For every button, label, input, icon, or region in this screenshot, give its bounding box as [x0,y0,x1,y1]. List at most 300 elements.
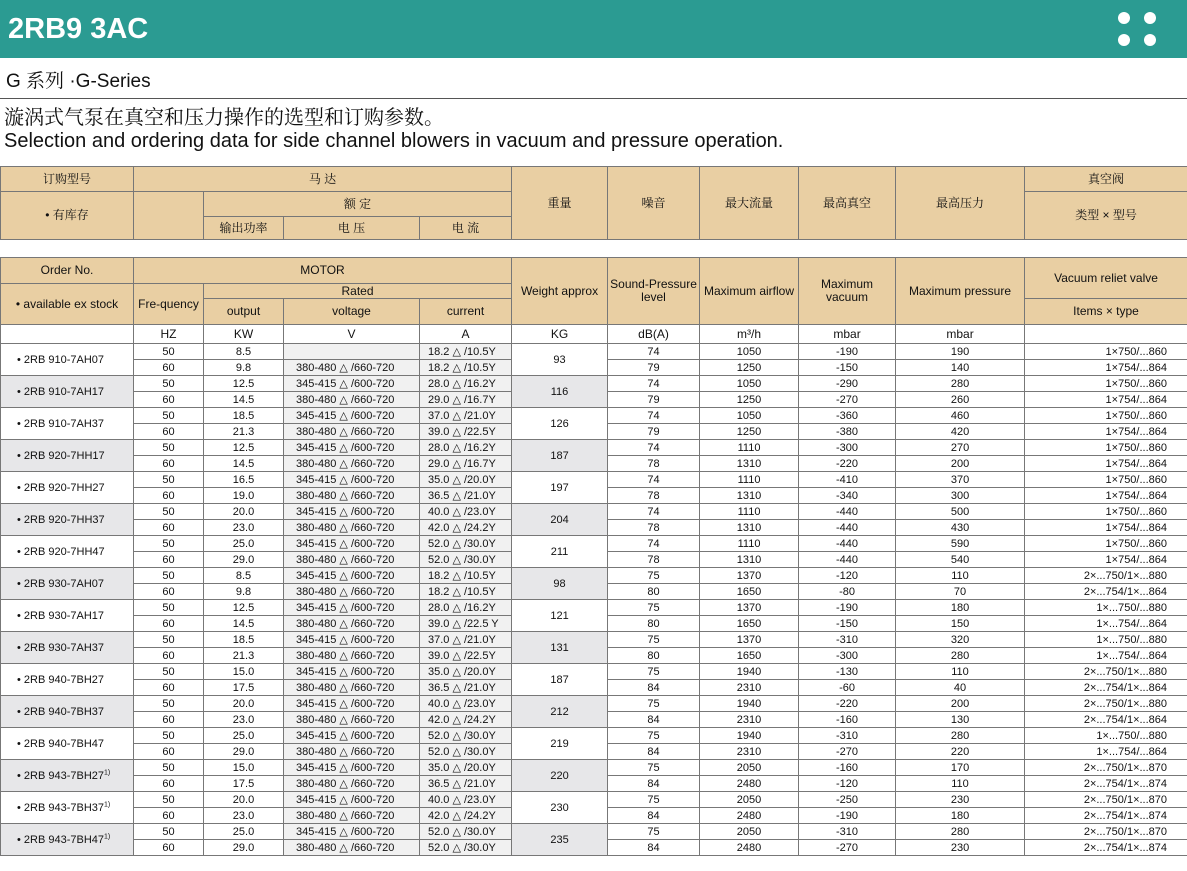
weight-cell: 187 [512,440,608,472]
output-cell: 29.0 [204,840,284,856]
valve-cell: 2×...754/1×...864 [1025,712,1187,728]
pressure-cell: 220 [896,744,1025,760]
vacuum-cell: -220 [799,456,896,472]
frequency-cell: 50 [134,600,204,616]
sound-cell: 84 [608,808,700,824]
valve-cell: 1×754/...864 [1025,552,1187,568]
table-row [1,504,1187,520]
model-name [1,696,134,728]
voltage-cell: 345-415 △ /600-720 [284,408,420,424]
en-max-vacuum: Maximum vacuum [799,258,896,325]
model-name-text: • 2RB 920-7HH17 [17,449,105,462]
valve-cell: 2×...750/1×...870 [1025,760,1187,776]
sound-cell: 84 [608,840,700,856]
output-cell: 12.5 [204,440,284,456]
model-name [1,600,134,632]
model-name [1,440,134,472]
voltage-cell: 345-415 △ /600-720 [284,440,420,456]
frequency-cell: 60 [134,520,204,536]
pressure-cell: 200 [896,456,1025,472]
model-name [1,632,134,664]
en-frequency: Fre-quency [134,284,204,325]
frequency-cell: 60 [134,488,204,504]
model-name [1,408,134,440]
vacuum-cell: -290 [799,376,896,392]
pressure-cell: 280 [896,376,1025,392]
airflow-cell: 1650 [700,584,799,600]
output-cell: 8.5 [204,344,284,360]
airflow-cell: 2310 [700,680,799,696]
vacuum-cell: -130 [799,664,896,680]
voltage-cell: 345-415 △ /600-720 [284,824,420,840]
sound-cell: 75 [608,696,700,712]
voltage-cell: 380-480 △ /660-720 [284,360,420,376]
frequency-cell: 50 [134,728,204,744]
voltage-cell: 380-480 △ /660-720 [284,552,420,568]
table-row [1,472,1187,488]
voltage-cell: 380-480 △ /660-720 [284,456,420,472]
footnote-marker: 1) [104,800,111,808]
en-valve-type: Items × type [1025,299,1187,325]
en-max-airflow: Maximum airflow [700,258,799,325]
en-motor: MOTOR [134,258,512,284]
current-cell: 35.0 △ /20.0Y [420,664,512,680]
output-cell: 20.0 [204,504,284,520]
vacuum-cell: -270 [799,392,896,408]
frequency-cell: 50 [134,472,204,488]
valve-cell: 2×...750/1×...880 [1025,696,1187,712]
table-row [1,600,1187,616]
table-row [1,408,1187,424]
model-name-text: • 2RB 930-7AH37 [17,641,105,654]
table-row [1,632,1187,648]
airflow-cell: 1370 [700,568,799,584]
pressure-cell: 130 [896,712,1025,728]
zh-order-no: 订购型号 [1,167,134,192]
sound-cell: 84 [608,776,700,792]
voltage-cell: 345-415 △ /600-720 [284,792,420,808]
model-name-text: • 2RB 943-7BH27 [17,769,105,782]
model-name-text: • 2RB 910-7AH37 [17,417,105,430]
output-cell: 19.0 [204,488,284,504]
sound-cell: 75 [608,664,700,680]
zh-max-pressure: 最高压力 [896,167,1025,240]
current-cell: 37.0 △ /21.0Y [420,408,512,424]
en-voltage: voltage [284,299,420,325]
frequency-cell: 60 [134,712,204,728]
voltage-cell: 345-415 △ /600-720 [284,760,420,776]
vacuum-cell: -440 [799,552,896,568]
airflow-cell: 1050 [700,376,799,392]
current-cell: 40.0 △ /23.0Y [420,792,512,808]
airflow-cell: 1940 [700,728,799,744]
zh-stock: • 有库存 [1,192,134,240]
unit-cell: KG [512,325,608,344]
voltage-cell: 380-480 △ /660-720 [284,776,420,792]
en-rated: Rated [204,284,512,299]
model-name-text: • 2RB 940-7BH27 [17,673,105,686]
vacuum-cell: -250 [799,792,896,808]
valve-cell: 1×750/...860 [1025,376,1187,392]
voltage-cell: 380-480 △ /660-720 [284,680,420,696]
vacuum-cell: -190 [799,808,896,824]
airflow-cell: 2050 [700,824,799,840]
current-cell: 52.0 △ /30.0Y [420,552,512,568]
current-cell: 52.0 △ /30.0Y [420,536,512,552]
airflow-cell: 1250 [700,424,799,440]
pressure-cell: 180 [896,808,1025,824]
output-cell: 14.5 [204,392,284,408]
pressure-cell: 280 [896,648,1025,664]
sound-cell: 79 [608,360,700,376]
frequency-cell: 60 [134,680,204,696]
weight-cell: 220 [512,760,608,792]
voltage-cell: 380-480 △ /660-720 [284,392,420,408]
product-title: 2RB9 3AC [8,13,149,45]
current-cell: 39.0 △ /22.5Y [420,424,512,440]
voltage-cell: 345-415 △ /600-720 [284,728,420,744]
current-cell: 28.0 △ /16.2Y [420,440,512,456]
sound-cell: 78 [608,488,700,504]
sound-cell: 78 [608,520,700,536]
header-banner [0,0,1187,58]
sound-cell: 75 [608,760,700,776]
valve-cell: 1×...754/...864 [1025,648,1187,664]
pressure-cell: 200 [896,696,1025,712]
current-cell: 18.2 △ /10.5Y [420,344,512,360]
pressure-cell: 230 [896,840,1025,856]
table-row [1,824,1187,840]
vacuum-cell: -440 [799,504,896,520]
sound-cell: 75 [608,568,700,584]
airflow-cell: 2480 [700,776,799,792]
weight-cell: 93 [512,344,608,376]
vacuum-cell: -270 [799,840,896,856]
series-label: G 系列 ·G-Series [6,71,151,92]
valve-cell: 1×...750/...880 [1025,600,1187,616]
model-name [1,504,134,536]
pressure-cell: 70 [896,584,1025,600]
current-cell: 39.0 △ /22.5Y [420,648,512,664]
current-cell: 37.0 △ /21.0Y [420,632,512,648]
frequency-cell: 60 [134,392,204,408]
table-row [1,440,1187,456]
vacuum-cell: -440 [799,520,896,536]
units-blank [1,325,134,344]
valve-cell: 1×...754/...864 [1025,744,1187,760]
current-cell: 35.0 △ /20.0Y [420,472,512,488]
model-name-text: • 2RB 920-7HH27 [17,481,105,494]
data-table [0,257,1187,856]
current-cell: 39.0 △ /22.5 Y [420,616,512,632]
voltage-cell: 345-415 △ /600-720 [284,376,420,392]
vacuum-cell: -310 [799,632,896,648]
airflow-cell: 2050 [700,760,799,776]
pressure-cell: 180 [896,600,1025,616]
valve-cell: 2×...750/1×...880 [1025,568,1187,584]
model-name-text: • 2RB 930-7AH07 [17,577,105,590]
frequency-cell: 60 [134,456,204,472]
output-cell: 23.0 [204,808,284,824]
airflow-cell: 1650 [700,648,799,664]
pressure-cell: 270 [896,440,1025,456]
frequency-cell: 60 [134,840,204,856]
airflow-cell: 1940 [700,664,799,680]
valve-cell: 1×754/...864 [1025,392,1187,408]
voltage-cell: 380-480 △ /660-720 [284,712,420,728]
current-cell: 52.0 △ /30.0Y [420,840,512,856]
valve-cell: 2×...754/1×...864 [1025,680,1187,696]
zh-noise: 噪音 [608,167,700,240]
frequency-cell: 60 [134,648,204,664]
voltage-cell: 345-415 △ /600-720 [284,472,420,488]
valve-cell: 1×750/...860 [1025,440,1187,456]
current-cell: 18.2 △ /10.5Y [420,568,512,584]
sound-cell: 79 [608,424,700,440]
airflow-cell: 1250 [700,392,799,408]
description-en: Selection and ordering data for side channel blowers in vacuum and pressure operation. [4,130,784,152]
airflow-cell: 1110 [700,504,799,520]
weight-cell: 211 [512,536,608,568]
valve-cell: 2×...754/1×...874 [1025,776,1187,792]
airflow-cell: 2480 [700,808,799,824]
table-row [1,664,1187,680]
unit-cell: HZ [134,325,204,344]
current-cell: 28.0 △ /16.2Y [420,600,512,616]
sound-cell: 74 [608,536,700,552]
current-cell: 42.0 △ /24.2Y [420,712,512,728]
zh-valve-type: 类型 × 型号 [1025,192,1187,240]
frequency-cell: 50 [134,632,204,648]
frequency-cell: 60 [134,808,204,824]
airflow-cell: 1110 [700,440,799,456]
vacuum-cell: -380 [799,424,896,440]
airflow-cell: 1370 [700,600,799,616]
frequency-cell: 50 [134,408,204,424]
zh-weight: 重量 [512,167,608,240]
frequency-cell: 60 [134,552,204,568]
output-cell: 9.8 [204,360,284,376]
voltage-cell: 380-480 △ /660-720 [284,584,420,600]
voltage-cell: 380-480 △ /660-720 [284,808,420,824]
airflow-cell: 1370 [700,632,799,648]
model-name-text: • 2RB 910-7AH17 [17,385,105,398]
pressure-cell: 190 [896,344,1025,360]
vacuum-cell: -120 [799,776,896,792]
unit-cell: mbar [896,325,1025,344]
header-table-zh [0,166,1187,240]
current-cell: 40.0 △ /23.0Y [420,504,512,520]
output-cell: 17.5 [204,680,284,696]
weight-cell: 197 [512,472,608,504]
weight-cell: 219 [512,728,608,760]
frequency-cell: 50 [134,792,204,808]
airflow-cell: 2310 [700,712,799,728]
valve-cell: 1×750/...860 [1025,344,1187,360]
current-cell: 18.2 △ /10.5Y [420,584,512,600]
airflow-cell: 2480 [700,840,799,856]
vacuum-cell: -270 [799,744,896,760]
valve-cell: 1×750/...860 [1025,472,1187,488]
table-row [1,760,1187,776]
valve-cell: 1×754/...864 [1025,520,1187,536]
frequency-cell: 60 [134,616,204,632]
output-cell: 17.5 [204,776,284,792]
valve-cell: 1×...750/...880 [1025,728,1187,744]
valve-cell: 1×...754/...864 [1025,616,1187,632]
zh-motor: 马 达 [134,167,512,192]
airflow-cell: 1940 [700,696,799,712]
output-cell: 25.0 [204,536,284,552]
weight-cell: 121 [512,600,608,632]
sound-cell: 75 [608,728,700,744]
output-cell: 23.0 [204,712,284,728]
output-cell: 12.5 [204,600,284,616]
frequency-cell: 50 [134,664,204,680]
table-row [1,376,1187,392]
vacuum-cell: -190 [799,600,896,616]
model-name [1,568,134,600]
output-cell: 21.3 [204,648,284,664]
valve-cell: 1×750/...860 [1025,536,1187,552]
pressure-cell: 300 [896,488,1025,504]
output-cell: 29.0 [204,744,284,760]
current-cell: 52.0 △ /30.0Y [420,824,512,840]
en-current: current [420,299,512,325]
sound-cell: 75 [608,632,700,648]
divider [0,98,1187,99]
footnote-marker: 1) [104,832,111,840]
zh-output: 输出功率 [204,217,284,240]
output-cell: 29.0 [204,552,284,568]
sound-cell: 75 [608,824,700,840]
output-cell: 14.5 [204,456,284,472]
voltage-cell: 380-480 △ /660-720 [284,840,420,856]
output-cell: 15.0 [204,664,284,680]
output-cell: 21.3 [204,424,284,440]
frequency-cell: 60 [134,360,204,376]
vacuum-cell: -150 [799,616,896,632]
pressure-cell: 230 [896,792,1025,808]
model-name-text: • 2RB 920-7HH47 [17,545,105,558]
airflow-cell: 2050 [700,792,799,808]
voltage-cell: 345-415 △ /600-720 [284,504,420,520]
en-valve: Vacuum reliet valve [1025,258,1187,299]
sound-cell: 78 [608,456,700,472]
current-cell: 18.2 △ /10.5Y [420,360,512,376]
vacuum-cell: -360 [799,408,896,424]
weight-cell: 116 [512,376,608,408]
output-cell: 23.0 [204,520,284,536]
valve-cell: 1×754/...864 [1025,488,1187,504]
output-cell: 18.5 [204,408,284,424]
output-cell: 16.5 [204,472,284,488]
valve-cell: 1×754/...864 [1025,424,1187,440]
pressure-cell: 280 [896,728,1025,744]
valve-cell: 2×...750/1×...870 [1025,824,1187,840]
table-row [1,536,1187,552]
output-cell: 12.5 [204,376,284,392]
weight-cell: 98 [512,568,608,600]
model-name-text: • 2RB 910-7AH07 [17,353,105,366]
sound-cell: 74 [608,408,700,424]
frequency-cell: 60 [134,424,204,440]
vacuum-cell: -300 [799,648,896,664]
table-row [1,568,1187,584]
sound-cell: 75 [608,600,700,616]
current-cell: 40.0 △ /23.0Y [420,696,512,712]
pressure-cell: 460 [896,408,1025,424]
current-cell: 29.0 △ /16.7Y [420,456,512,472]
model-name [1,760,134,792]
vacuum-cell: -150 [799,360,896,376]
airflow-cell: 1310 [700,520,799,536]
output-cell: 25.0 [204,728,284,744]
vacuum-cell: -340 [799,488,896,504]
sound-cell: 75 [608,792,700,808]
output-cell: 14.5 [204,616,284,632]
weight-cell: 204 [512,504,608,536]
table-row [1,792,1187,808]
frequency-cell: 50 [134,696,204,712]
frequency-cell: 50 [134,440,204,456]
pressure-cell: 110 [896,664,1025,680]
voltage-cell: 345-415 △ /600-720 [284,600,420,616]
current-cell: 42.0 △ /24.2Y [420,808,512,824]
voltage-cell: 380-480 △ /660-720 [284,648,420,664]
vacuum-cell: -310 [799,728,896,744]
voltage-cell: 345-415 △ /600-720 [284,664,420,680]
zh-voltage: 电 压 [284,217,420,240]
en-order-no: Order No. [1,258,134,284]
sound-cell: 74 [608,472,700,488]
vacuum-cell: -410 [799,472,896,488]
airflow-cell: 1250 [700,360,799,376]
valve-cell: 2×...750/1×...880 [1025,664,1187,680]
current-cell: 36.5 △ /21.0Y [420,776,512,792]
pressure-cell: 430 [896,520,1025,536]
sound-cell: 80 [608,616,700,632]
vacuum-cell: -160 [799,712,896,728]
weight-cell: 235 [512,824,608,856]
vacuum-cell: -80 [799,584,896,600]
frequency-cell: 50 [134,568,204,584]
output-cell: 8.5 [204,568,284,584]
zh-rated: 额 定 [204,192,512,217]
sound-cell: 80 [608,648,700,664]
model-name-text: • 2RB 920-7HH37 [17,513,105,526]
valve-cell: 1×754/...864 [1025,456,1187,472]
current-cell: 42.0 △ /24.2Y [420,520,512,536]
footnote-marker: 1) [104,768,111,776]
model-name [1,664,134,696]
frequency-cell: 50 [134,536,204,552]
valve-cell: 2×...754/1×...874 [1025,808,1187,824]
vacuum-cell: -160 [799,760,896,776]
voltage-cell: 345-415 △ /600-720 [284,536,420,552]
vacuum-cell: -120 [799,568,896,584]
sound-cell: 78 [608,552,700,568]
vacuum-cell: -310 [799,824,896,840]
sound-cell: 74 [608,504,700,520]
valve-cell: 2×...754/1×...864 [1025,584,1187,600]
airflow-cell: 1310 [700,552,799,568]
weight-cell: 212 [512,696,608,728]
unit-cell: V [284,325,420,344]
en-sound: Sound-Pressure level [608,258,700,325]
vacuum-cell: -440 [799,536,896,552]
voltage-cell: 345-415 △ /600-720 [284,568,420,584]
